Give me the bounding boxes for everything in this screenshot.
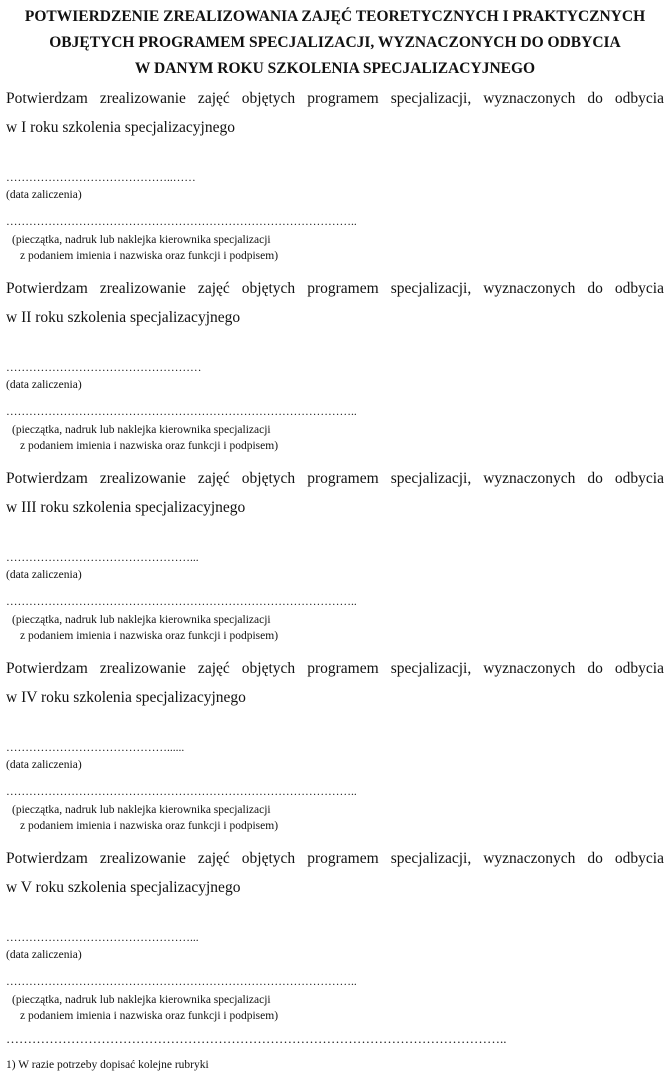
confirmation-text-line-2: w V roku szkolenia specjalizacyjnego [6, 879, 241, 896]
signature-label-line-2: z podaniem imienia i nazwiska oraz funkcji i podpisem) [20, 1010, 279, 1022]
confirmation-text [6, 842, 664, 902]
confirmation-section-year-5 [6, 842, 664, 1032]
confirmation-text [6, 82, 664, 142]
title-line-3: W DANYM ROKU SZKOLENIA SPECJALIZACYJNEGO [134, 60, 536, 77]
signature-label [6, 992, 278, 1024]
footnote-separator: …………………………………………………………………………………………………….. [6, 1032, 507, 1046]
document-title [6, 4, 664, 82]
signature-label-line-2: z podaniem imienia i nazwiska oraz funkcji i podpisem) [20, 250, 279, 262]
signature-label-line-1: (pieczątka, nadruk lub naklejka kierownika specjalizacji [12, 424, 271, 436]
signature-field[interactable]: ……………………………………………………………………………….. [6, 596, 357, 608]
date-field[interactable]: …………………………………………... [6, 932, 199, 944]
confirmation-text-line-1: Potwierdzam zrealizowanie zajęć objętych programem specjalizacji, wyznaczonych do odbycia [6, 850, 664, 867]
date-field[interactable]: ……………………………………...... [6, 742, 185, 754]
signature-label [6, 612, 278, 644]
signature-field[interactable]: ……………………………………………………………………………….. [6, 216, 357, 228]
confirmation-text-line-2: w IV roku szkolenia specjalizacyjnego [6, 689, 246, 706]
signature-label-line-1: (pieczątka, nadruk lub naklejka kierownika specjalizacji [12, 994, 271, 1006]
signature-label-line-1: (pieczątka, nadruk lub naklejka kierownika specjalizacji [12, 804, 271, 816]
confirmation-text-line-1: Potwierdzam zrealizowanie zajęć objętych programem specjalizacji, wyznaczonych do odbycia [6, 90, 664, 107]
confirmation-text-line-1: Potwierdzam zrealizowanie zajęć objętych programem specjalizacji, wyznaczonych do odbycia [6, 660, 664, 677]
signature-field[interactable]: ……………………………………………………………………………….. [6, 976, 357, 988]
confirmation-text-line-1: Potwierdzam zrealizowanie zajęć objętych programem specjalizacji, wyznaczonych do odbycia [6, 280, 664, 297]
confirmation-section-year-3 [6, 462, 664, 652]
date-label: (data zaliczenia) [6, 569, 82, 581]
signature-label-line-2: z podaniem imienia i nazwiska oraz funkcji i podpisem) [20, 630, 279, 642]
signature-label-line-2: z podaniem imienia i nazwiska oraz funkcji i podpisem) [20, 440, 279, 452]
confirmation-sections [6, 82, 664, 1032]
signature-label [6, 422, 278, 454]
confirmation-text [6, 272, 664, 332]
signature-label [6, 232, 278, 264]
title-line-2: OBJĘTYCH PROGRAMEM SPECJALIZACJI, WYZNACZONYCH DO ODBYCIA [49, 34, 621, 51]
title-line-1: POTWIERDZENIE ZREALIZOWANIA ZAJĘĆ TEORETYCZNYCH I PRAKTYCZNYCH [24, 8, 646, 25]
date-label: (data zaliczenia) [6, 379, 82, 391]
confirmation-section-year-1 [6, 82, 664, 272]
confirmation-text-line-2: w II roku szkolenia specjalizacyjnego [6, 309, 241, 326]
date-field[interactable]: ……………………………………..…… [6, 172, 196, 184]
confirmation-text [6, 462, 664, 522]
confirmation-text-line-2: w III roku szkolenia specjalizacyjnego [6, 499, 246, 516]
date-field[interactable]: …………………………………………… [6, 362, 202, 374]
date-label: (data zaliczenia) [6, 759, 82, 771]
date-label: (data zaliczenia) [6, 949, 82, 961]
signature-label-line-2: z podaniem imienia i nazwiska oraz funkcji i podpisem) [20, 820, 279, 832]
confirmation-text [6, 652, 664, 712]
confirmation-text-line-1: Potwierdzam zrealizowanie zajęć objętych programem specjalizacji, wyznaczonych do odbycia [6, 470, 664, 487]
confirmation-section-year-2 [6, 272, 664, 462]
signature-label [6, 802, 278, 834]
confirmation-section-year-4 [6, 652, 664, 842]
signature-label-line-1: (pieczątka, nadruk lub naklejka kierownika specjalizacji [12, 234, 271, 246]
signature-label-line-1: (pieczątka, nadruk lub naklejka kierownika specjalizacji [12, 614, 271, 626]
date-label: (data zaliczenia) [6, 189, 82, 201]
signature-field[interactable]: ……………………………………………………………………………….. [6, 786, 357, 798]
date-field[interactable]: …………………………………………... [6, 552, 199, 564]
footnote-text: 1) W razie potrzeby dopisać kolejne rubryki [6, 1059, 209, 1071]
signature-field[interactable]: ……………………………………………………………………………….. [6, 406, 357, 418]
confirmation-text-line-2: w I roku szkolenia specjalizacyjnego [6, 119, 235, 136]
